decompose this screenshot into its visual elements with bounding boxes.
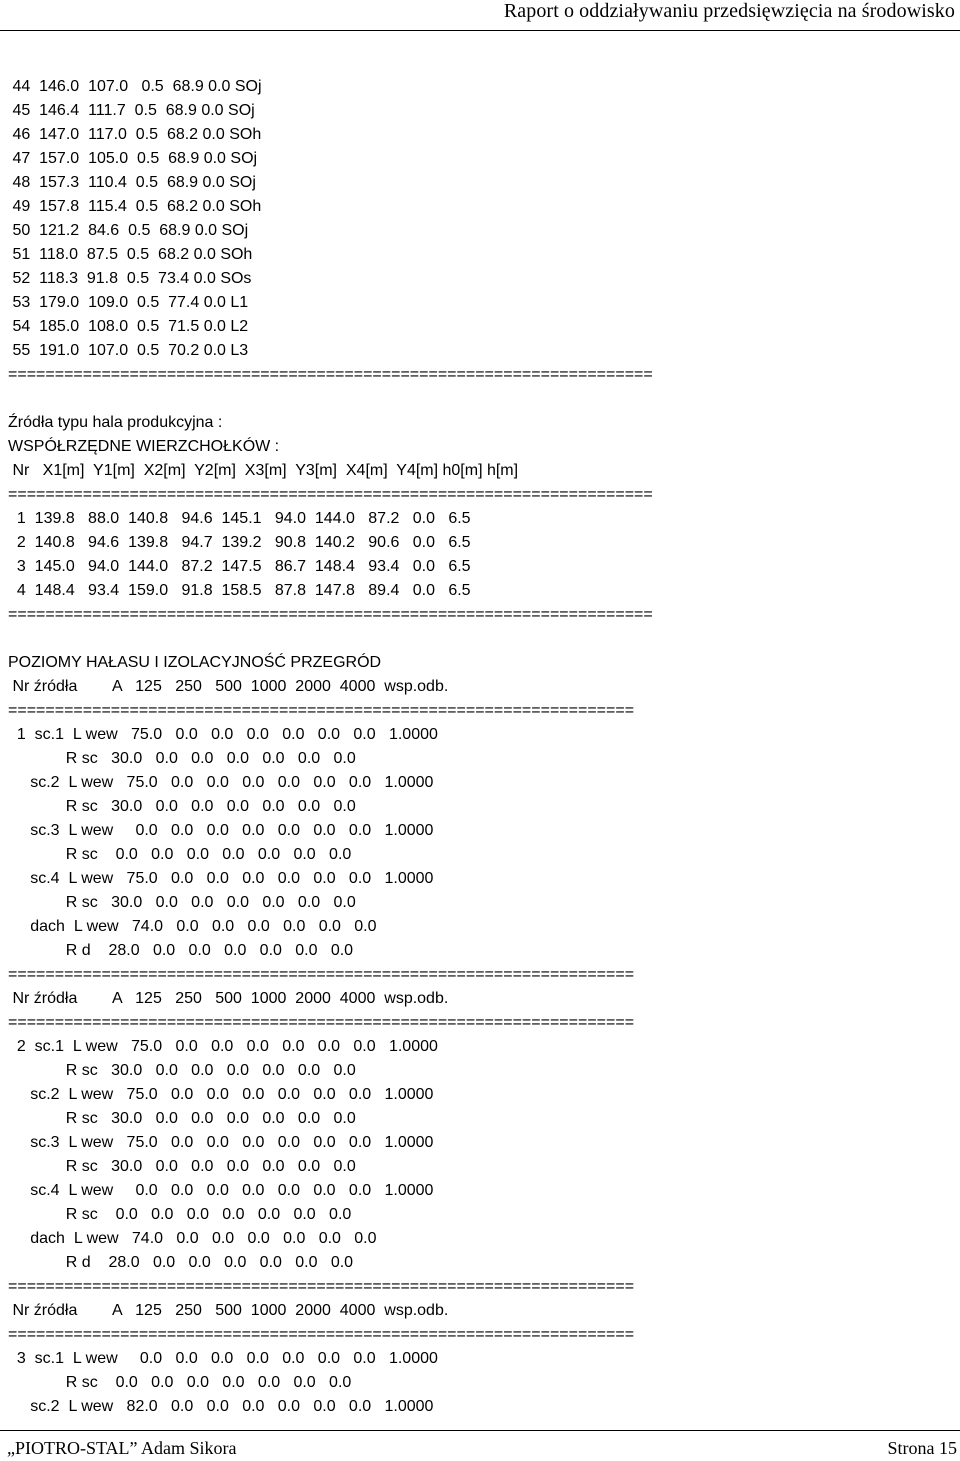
text-line: sc.3 L wew 75.0 0.0 0.0 0.0 0.0 0.0 0.0 1.0000	[8, 1134, 434, 1151]
text-line: 44 146.0 107.0 0.5 68.9 0.0 SOj	[8, 78, 262, 95]
text-line: sc.2 L wew 82.0 0.0 0.0 0.0 0.0 0.0 0.0 1.0000	[8, 1398, 434, 1415]
text-line: 3 sc.1 L wew 0.0 0.0 0.0 0.0 0.0 0.0 0.0 1.0000	[8, 1350, 438, 1367]
text-line: sc.4 L wew 0.0 0.0 0.0 0.0 0.0 0.0 0.0 1.0000	[8, 1182, 434, 1199]
text-line: 2 140.8 94.6 139.8 94.7 139.2 90.8 140.2 90.6 0.0 6.5	[8, 534, 471, 551]
text-line: 53 179.0 109.0 0.5 77.4 0.0 L1	[8, 294, 249, 311]
text-line: 47 157.0 105.0 0.5 68.9 0.0 SOj	[8, 150, 258, 167]
text-line: 46 147.0 117.0 0.5 68.2 0.0 SOh	[8, 126, 262, 143]
separator-line: ===================================================================	[8, 966, 635, 983]
blank-line	[8, 387, 948, 411]
blank-line	[8, 627, 948, 651]
text-line: Nr X1[m] Y1[m] X2[m] Y2[m] X3[m] Y3[m] X4[m] Y4[m] h0[m] h[m]	[8, 462, 519, 479]
separator-line: ===================================================================	[8, 702, 635, 719]
text-line: R d 28.0 0.0 0.0 0.0 0.0 0.0 0.0	[8, 1254, 354, 1271]
text-line: R sc 30.0 0.0 0.0 0.0 0.0 0.0 0.0	[8, 894, 356, 911]
text-line: 48 157.3 110.4 0.5 68.9 0.0 SOj	[8, 174, 256, 191]
document-body	[8, 75, 948, 1419]
text-line: sc.3 L wew 0.0 0.0 0.0 0.0 0.0 0.0 0.0 1.0000	[8, 822, 434, 839]
text-line: Nr źródła A 125 250 500 1000 2000 4000 wsp.odb.	[8, 990, 449, 1007]
text-line: 1 139.8 88.0 140.8 94.6 145.1 94.0 144.0 87.2 0.0 6.5	[8, 510, 471, 527]
text-line: 3 145.0 94.0 144.0 87.2 147.5 86.7 148.4 93.4 0.0 6.5	[8, 558, 471, 575]
separator-line: =====================================================================	[8, 366, 653, 383]
text-line: 4 148.4 93.4 159.0 91.8 158.5 87.8 147.8 89.4 0.0 6.5	[8, 582, 471, 599]
text-line: R sc 30.0 0.0 0.0 0.0 0.0 0.0 0.0	[8, 798, 356, 815]
page-header	[0, 0, 960, 31]
text-line: R sc 0.0 0.0 0.0 0.0 0.0 0.0 0.0	[8, 1374, 352, 1391]
text-line: R sc 30.0 0.0 0.0 0.0 0.0 0.0 0.0	[8, 1062, 356, 1079]
text-line: 45 146.4 111.7 0.5 68.9 0.0 SOj	[8, 102, 255, 119]
text-line: 51 118.0 87.5 0.5 68.2 0.0 SOh	[8, 246, 253, 263]
text-line: R sc 0.0 0.0 0.0 0.0 0.0 0.0 0.0	[8, 1206, 352, 1223]
text-line: 52 118.3 91.8 0.5 73.4 0.0 SOs	[8, 270, 252, 287]
text-line: R sc 30.0 0.0 0.0 0.0 0.0 0.0 0.0	[8, 750, 356, 767]
separator-line: ===================================================================	[8, 1014, 635, 1031]
text-line: sc.4 L wew 75.0 0.0 0.0 0.0 0.0 0.0 0.0 1.0000	[8, 870, 434, 887]
footer-company: „PIOTRO-STAL” Adam Sikora	[7, 1438, 237, 1458]
text-line: WSPÓŁRZĘDNE WIERZCHOŁKÓW :	[8, 438, 280, 455]
text-line: dach L wew 74.0 0.0 0.0 0.0 0.0 0.0 0.0	[8, 918, 377, 935]
page-number: Strona 15	[887, 1438, 957, 1458]
separator-line: =====================================================================	[8, 606, 653, 623]
text-line: R sc 0.0 0.0 0.0 0.0 0.0 0.0 0.0	[8, 846, 352, 863]
text-line: dach L wew 74.0 0.0 0.0 0.0 0.0 0.0 0.0	[8, 1230, 377, 1247]
text-line: Nr źródła A 125 250 500 1000 2000 4000 wsp.odb.	[8, 678, 449, 695]
text-line: Źródła typu hala produkcyjna :	[8, 414, 223, 431]
text-line: 1 sc.1 L wew 75.0 0.0 0.0 0.0 0.0 0.0 0.0 1.0000	[8, 726, 438, 743]
text-line: 49 157.8 115.4 0.5 68.2 0.0 SOh	[8, 198, 262, 215]
separator-line: =====================================================================	[8, 486, 653, 503]
text-line: sc.2 L wew 75.0 0.0 0.0 0.0 0.0 0.0 0.0 1.0000	[8, 774, 434, 791]
text-line: 55 191.0 107.0 0.5 70.2 0.0 L3	[8, 342, 249, 359]
text-line: R sc 30.0 0.0 0.0 0.0 0.0 0.0 0.0	[8, 1158, 356, 1175]
separator-line: ===================================================================	[8, 1326, 635, 1343]
text-line: 50 121.2 84.6 0.5 68.9 0.0 SOj	[8, 222, 249, 239]
text-line: 54 185.0 108.0 0.5 71.5 0.0 L2	[8, 318, 249, 335]
text-line: 2 sc.1 L wew 75.0 0.0 0.0 0.0 0.0 0.0 0.0 1.0000	[8, 1038, 438, 1055]
text-line: POZIOMY HAŁASU I IZOLACYJNOŚĆ PRZEGRÓD	[8, 654, 382, 671]
report-title: Raport o oddziaływaniu przedsięwzięcia na środowisko	[503, 0, 955, 22]
page-footer	[0, 1430, 960, 1461]
separator-line: ===================================================================	[8, 1278, 635, 1295]
text-line: R sc 30.0 0.0 0.0 0.0 0.0 0.0 0.0	[8, 1110, 356, 1127]
text-line: R d 28.0 0.0 0.0 0.0 0.0 0.0 0.0	[8, 942, 354, 959]
text-line: Nr źródła A 125 250 500 1000 2000 4000 wsp.odb.	[8, 1302, 449, 1319]
text-line: sc.2 L wew 75.0 0.0 0.0 0.0 0.0 0.0 0.0 1.0000	[8, 1086, 434, 1103]
